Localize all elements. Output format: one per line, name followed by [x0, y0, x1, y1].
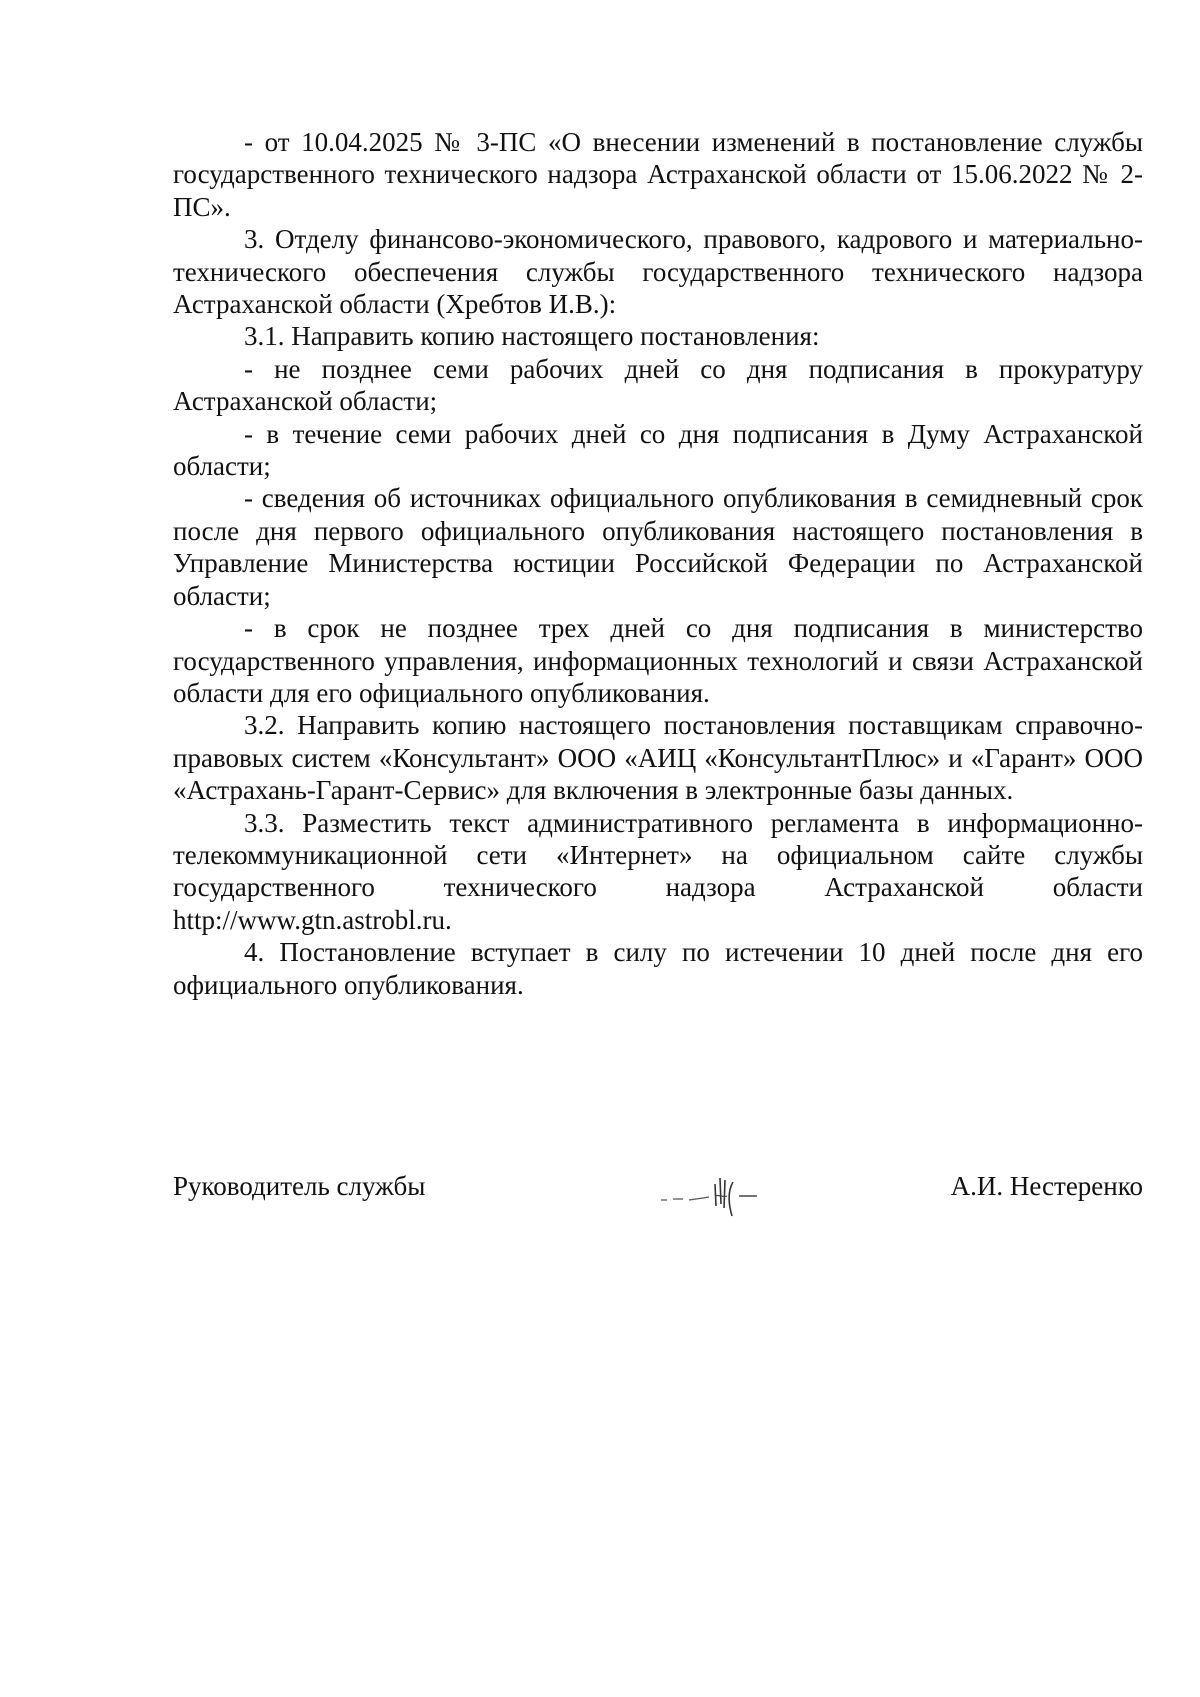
paragraph-3-3-publish-website: 3.3. Разместить текст административного регламента в информационно-телекоммуникационной сети «Интернет» на официальном сайте службы государственного технического надзора Астраханской области http://www.gtn.astrobl.ru.: [173, 807, 1143, 935]
handwritten-signature: [653, 1160, 793, 1220]
list-item-prosecutor: - не позднее семи рабочих дней со дня подписания в прокуратуру Астраханской области;: [173, 353, 1143, 417]
paragraph-amendment-item: - от 10.04.2025 № 3-ПС «О внесении изменений в постановление службы государственного технического надзора Астраханской области от 15.06.2022 № 2-ПС».: [173, 127, 1143, 222]
signatory-name: А.И. Нестеренко: [950, 1171, 1143, 1201]
signatory-role: Руководитель службы: [173, 1171, 426, 1201]
list-item-ministry-governance: - в срок не позднее трех дней со дня подписания в министерство государственного управления, информационных технологий и связи Астраханской области для его официального опубликования.: [173, 613, 1143, 708]
paragraph-3-1-send-copy: 3.1. Направить копию настоящего постановления:: [244, 321, 820, 352]
list-item-ministry-justice: - сведения об источниках официального опубликования в семидневный срок после дня первого официального опубликования настоящего постановления в Управление Министерства юстиции Российской Федерации по Астраханской области;: [173, 483, 1143, 611]
document-body: [173, 126, 1143, 1001]
paragraph-3-department: 3. Отделу финансово-экономического, правового, кадрового и материально-технического обеспечения службы государственного технического надзора Астраханской области (Хребтов И.В.):: [173, 224, 1143, 320]
paragraph-4-effective-date: 4. Постановление вступает в силу по истечении 10 дней после дня его официального опубликования.: [173, 937, 1143, 1000]
list-item-duma: - в течение семи рабочих дней со дня подписания в Думу Астраханской области;: [173, 418, 1143, 482]
paragraph-3-2-legal-systems: 3.2. Направить копию настоящего постановления поставщикам справочно-правовых систем «Консультант» ООО «АИЦ «КонсультантПлюс» и «Гарант» ООО «Астрахань-Гарант-Сервис» для включения в электронные базы данных.: [173, 710, 1143, 806]
signature-block: [173, 1170, 1143, 1230]
